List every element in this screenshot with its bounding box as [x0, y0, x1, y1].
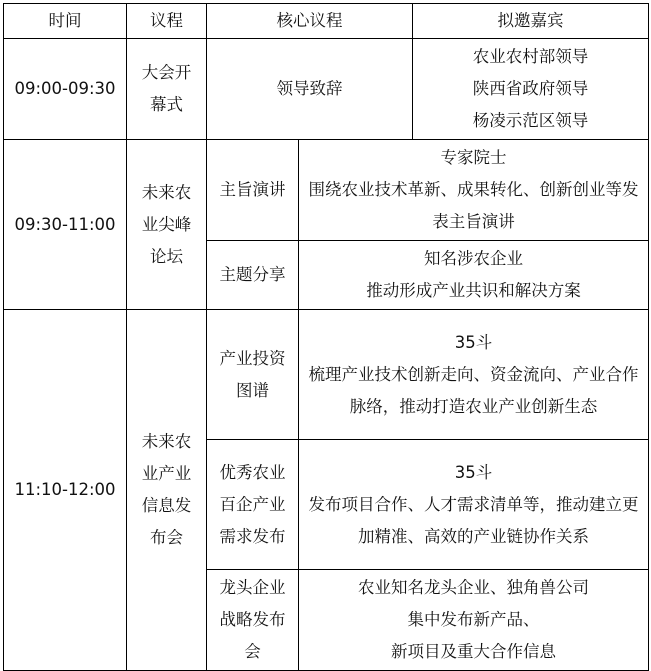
- header-time: 时间: [4, 4, 127, 39]
- header-guests: 拟邀嘉宾: [413, 4, 649, 39]
- header-core-agenda: 核心议程: [207, 4, 413, 39]
- forum-keynote-line-2: 围绕农业技术革新、成果转化、创新创业等发表主旨演讲: [308, 180, 639, 231]
- release-strategy-line-2: 集中发布新产品、: [407, 610, 540, 629]
- opening-guest-3: 杨凌示范区领导: [472, 111, 589, 130]
- header-agenda: 议程: [127, 4, 207, 39]
- release-time: 11:10-12:00: [4, 310, 127, 671]
- release-agenda: 未来农业产业信息发布会: [127, 310, 207, 671]
- opening-core: 领导致辞: [207, 39, 413, 140]
- release-demand-content: [299, 440, 649, 570]
- forum-keynote-line-1: 专家院士: [440, 148, 507, 167]
- release-strategy-label: 龙头企业战略发布会: [207, 570, 299, 671]
- release-map-line-2: 梳理产业技术创新走向、资金流向、产业合作脉络，推动打造农业产业创新生态: [308, 364, 639, 416]
- forum-sharing-line-2: 推动形成产业共识和解决方案: [366, 281, 581, 300]
- release-demand-line-2: 发布项目合作、人才需求清单等，推动建立更加精准、高效的产业链协作关系: [308, 494, 639, 546]
- opening-guest-1: 农业农村部领导: [472, 47, 589, 66]
- forum-sharing-label: 主题分享: [207, 241, 299, 310]
- release-map-content: [299, 310, 649, 440]
- release-map-line-1: 35斗: [454, 332, 493, 352]
- opening-time: 09:00-09:30: [4, 39, 127, 140]
- agenda-table: [3, 3, 649, 671]
- forum-sharing-content: [299, 241, 649, 310]
- row-opening: [4, 39, 649, 140]
- release-strategy-line-3: 新项目及重大合作信息: [391, 642, 556, 661]
- opening-guests: [413, 39, 649, 140]
- forum-keynote-label: 主旨演讲: [207, 140, 299, 241]
- row-forum-keynote: [4, 140, 649, 241]
- header-row: [4, 4, 649, 39]
- opening-guest-2: 陕西省政府领导: [472, 79, 589, 98]
- opening-agenda: 大会开幕式: [127, 39, 207, 140]
- row-release-map: [4, 310, 649, 440]
- forum-agenda: 未来农业尖峰论坛: [127, 140, 207, 310]
- release-demand-line-1: 35斗: [454, 462, 493, 482]
- release-map-label: 产业投资图谱: [207, 310, 299, 440]
- forum-time: 09:30-11:00: [4, 140, 127, 310]
- release-strategy-line-1: 农业知名龙头企业、独角兽公司: [358, 578, 589, 597]
- release-strategy-content: [299, 570, 649, 671]
- forum-sharing-line-1: 知名涉农企业: [424, 249, 523, 268]
- release-demand-label: 优秀农业百企产业需求发布: [207, 440, 299, 570]
- forum-keynote-content: [299, 140, 649, 241]
